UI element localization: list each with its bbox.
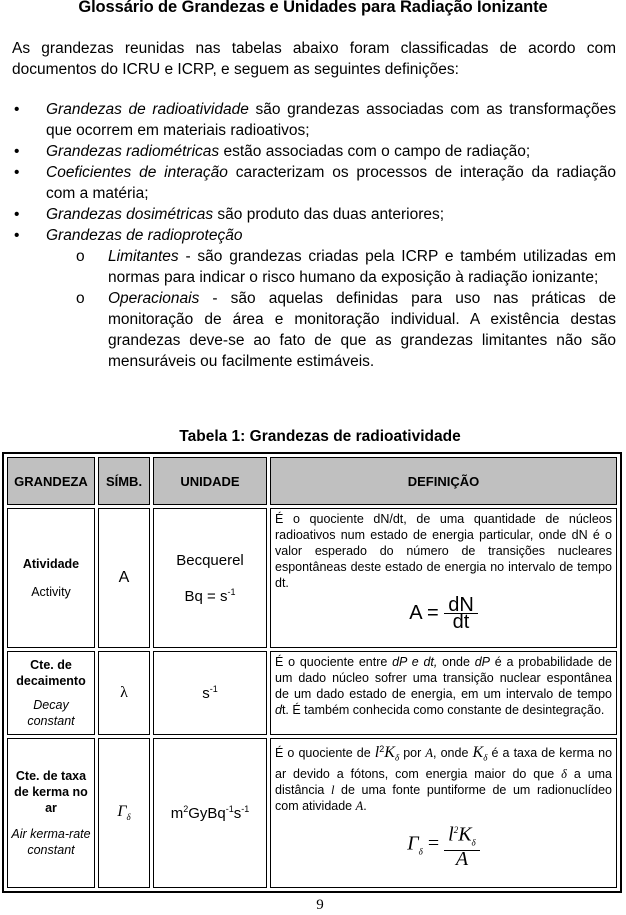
definitions-list <box>12 99 616 372</box>
quantity-name: Cte. de decaimento <box>16 658 86 688</box>
header-grandeza: GRANDEZA <box>7 457 95 505</box>
page-title: Glossário de Grandezas e Unidades para Radiação Ionizante <box>78 0 548 16</box>
quantity-name-cell <box>7 508 95 648</box>
definition-cell: É o quociente entre dP e dt, onde dP é a probabilidade de um dado núcleo sofrer uma transição nuclear espontânea de um dado estado de energia, em um intervalo de tempo dt. É também conhecida como constante de desintegração. <box>270 651 617 735</box>
quantities-table <box>2 452 622 893</box>
formula: A = $\frac{dN}{dt}$ <box>275 597 612 630</box>
header-unidade: UNIDADE <box>153 457 267 505</box>
symbol: Γ <box>117 803 127 821</box>
list-item: • Grandezas radiométricas estão associadas com o campo de radiação; <box>14 143 531 160</box>
definition-text: É o quociente dN/dt, de uma quantidade de núcleos radioativos num estado de energia particular, onde dN é o valor esperado do número de transições nucleares espontâneas deste estado de energia no intervalo de tempo dt. <box>275 512 612 590</box>
symbol: λ <box>120 684 128 701</box>
list-item: • Grandezas de radioatividade são grandezas associadas com as transformações que ocorrem em materiais radioativos; <box>14 101 617 139</box>
symbol: A <box>118 569 130 586</box>
table-row <box>7 651 617 735</box>
quantity-name: Atividade <box>22 557 80 571</box>
table-row <box>7 738 617 888</box>
quantity-name-en: Air kerma-rate constant <box>11 827 91 857</box>
table-caption: Tabela 1: Grandezas de radioatividade <box>179 428 461 445</box>
header-simbolo: SÍMB. <box>98 457 150 505</box>
page-number: 9 <box>316 897 324 913</box>
unit-name: Becquerel <box>176 551 244 569</box>
symbol-cell <box>98 508 150 648</box>
unit-cell <box>153 508 267 648</box>
formula: $\Gamma_\delta$ = $\frac{l^2K_\delta}{A}$ <box>275 822 612 868</box>
quantity-name: Cte. de taxa de kerma no ar <box>14 769 88 815</box>
sub-list-item: o Operacionais - são aquelas definidas para uso nas práticas de monitoração de área e monitoração individual. A existência destas grandezas deve-se ao fato de que as grandezas limitantes não são mensuráveis ou facilmente estimáveis. <box>76 290 616 370</box>
list-item: • Grandezas de radioproteção o Limitantes - são grandezas criadas pela ICRP e também utilizadas em normas para indicar o risco humano da exposição à radiação ionizante; o Operacionais - são aquelas definidas para uso nas práticas de monitoração de área e monitoração individual. A existência destas grandezas deve-se ao fato de que as grandezas limitantes não são mensuráveis ou facilmente estimáveis. <box>14 227 616 370</box>
sub-list <box>46 246 616 372</box>
sub-list-item: o Limitantes - são grandezas criadas pela ICRP e também utilizadas em normas para indicar o risco humano da exposição à radiação ionizante; <box>76 248 616 286</box>
table-row <box>7 508 617 648</box>
unit-cell: $s^{-1}$ <box>153 651 267 735</box>
quantity-name-en: Activity <box>31 585 71 599</box>
symbol-cell: $\Gamma_\delta$ <box>98 738 150 888</box>
symbol-cell <box>98 651 150 735</box>
table-header-row <box>7 457 617 505</box>
unit-definition: $Bq = s^{-1}$ <box>184 586 236 605</box>
definition-cell <box>270 508 617 648</box>
list-item: • Grandezas dosimétricas são produto das duas anteriores; <box>14 206 445 223</box>
intro-paragraph: As grandezas reunidas nas tabelas abaixo foram classificadas de acordo com documentos do ICRU e ICRP, e seguem as seguintes definições: <box>12 40 616 78</box>
quantity-name-cell <box>7 651 95 735</box>
quantity-name-cell <box>7 738 95 888</box>
quantity-name-en: Decay constant <box>27 698 75 728</box>
header-definicao: DEFINIÇÃO <box>270 457 617 505</box>
list-item: • Coeficientes de interação caracterizam os processos de interação da radiação com a matéria; <box>14 164 616 202</box>
definition-cell: É o quociente de $l^2K_\delta$ por A, onde $K_\delta$ é a taxa de kerma no ar devido a fótons, com energia maior do que δ a uma distância l de uma fonte puntiforme de um radionuclídeo com atividade A. $\Gamma_\delta$ = $\frac{l^2K_\delta}{A}$ <box>270 738 617 888</box>
unit-cell: $m^2GyBq^{-1}s^{-1}$ <box>153 738 267 888</box>
